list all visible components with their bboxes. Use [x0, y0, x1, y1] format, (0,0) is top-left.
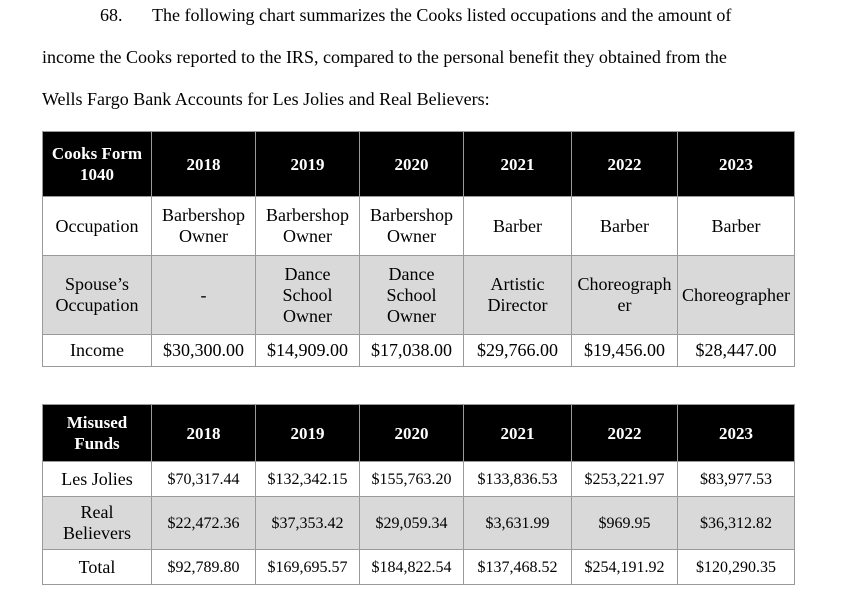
table-cell: $83,977.53	[678, 462, 795, 497]
table-cell: Dance School Owner	[360, 256, 464, 335]
header-cell: 2021	[464, 405, 572, 462]
header-cell: Cooks Form 1040	[43, 132, 152, 197]
table-cell: $17,038.00	[360, 335, 464, 367]
table-cell: $253,221.97	[572, 462, 678, 497]
header-cell: Misused Funds	[43, 405, 152, 462]
table-cell: $133,836.53	[464, 462, 572, 497]
paragraph-line-2: income the Cooks reported to the IRS, compared to the personal benefit they obtained from the	[42, 47, 727, 67]
row-label: Income	[43, 335, 152, 367]
table-cell: $19,456.00	[572, 335, 678, 367]
table-cell: $28,447.00	[678, 335, 795, 367]
table-row	[43, 256, 795, 335]
table-cell: $29,766.00	[464, 335, 572, 367]
table-row	[43, 197, 795, 256]
table-cell: Barbershop Owner	[256, 197, 360, 256]
paragraph-line-1-text: The following chart summarizes the Cooks listed occupations and the amount of	[152, 5, 732, 25]
table-cell: $3,631.99	[464, 497, 572, 550]
table-cell: $169,695.57	[256, 550, 360, 585]
table-cell: Choreographer	[572, 256, 678, 335]
table-cell: $254,191.92	[572, 550, 678, 585]
header-cell: 2019	[256, 405, 360, 462]
table-cell: Dance School Owner	[256, 256, 360, 335]
table-header-row	[43, 132, 795, 197]
header-cell: 2019	[256, 132, 360, 197]
table-cell: $155,763.20	[360, 462, 464, 497]
header-cell: 2022	[572, 132, 678, 197]
table-row	[43, 550, 795, 585]
table-cell: $36,312.82	[678, 497, 795, 550]
table-row	[43, 335, 795, 367]
header-cell: 2020	[360, 405, 464, 462]
table-cell: $120,290.35	[678, 550, 795, 585]
header-cell: 2018	[152, 405, 256, 462]
table-cell: $14,909.00	[256, 335, 360, 367]
table-row	[43, 462, 795, 497]
table-row	[43, 497, 795, 550]
paragraph-number: 68.	[100, 5, 123, 25]
row-label: Real Believers	[43, 497, 152, 550]
table-cell: $969.95	[572, 497, 678, 550]
table-cell: Barber	[464, 197, 572, 256]
header-cell: 2023	[678, 132, 795, 197]
table-cell: -	[152, 256, 256, 335]
table-header-row	[43, 405, 795, 462]
paragraph-line-1	[100, 5, 731, 26]
table-cell: $22,472.36	[152, 497, 256, 550]
table-cell: Artistic Director	[464, 256, 572, 335]
header-cell: 2018	[152, 132, 256, 197]
occupation-income-table	[42, 131, 795, 367]
table-cell: Barber	[678, 197, 795, 256]
row-label: Spouse’s Occupation	[43, 256, 152, 335]
header-cell: 2022	[572, 405, 678, 462]
table-cell: Barbershop Owner	[360, 197, 464, 256]
header-cell: 2020	[360, 132, 464, 197]
header-cell: 2021	[464, 132, 572, 197]
misused-funds-table	[42, 404, 795, 585]
table-cell: $132,342.15	[256, 462, 360, 497]
paragraph-line-3: Wells Fargo Bank Accounts for Les Jolies and Real Believers:	[42, 89, 490, 109]
row-label: Occupation	[43, 197, 152, 256]
header-cell: 2023	[678, 405, 795, 462]
table-cell: $29,059.34	[360, 497, 464, 550]
table-cell: Barber	[572, 197, 678, 256]
table-cell: Choreographer	[678, 256, 795, 335]
table-cell: $184,822.54	[360, 550, 464, 585]
table-cell: Barbershop Owner	[152, 197, 256, 256]
table-cell: $92,789.80	[152, 550, 256, 585]
table-cell: $37,353.42	[256, 497, 360, 550]
row-label: Les Jolies	[43, 462, 152, 497]
table-cell: $30,300.00	[152, 335, 256, 367]
row-label: Total	[43, 550, 152, 585]
table-cell: $137,468.52	[464, 550, 572, 585]
table-cell: $70,317.44	[152, 462, 256, 497]
